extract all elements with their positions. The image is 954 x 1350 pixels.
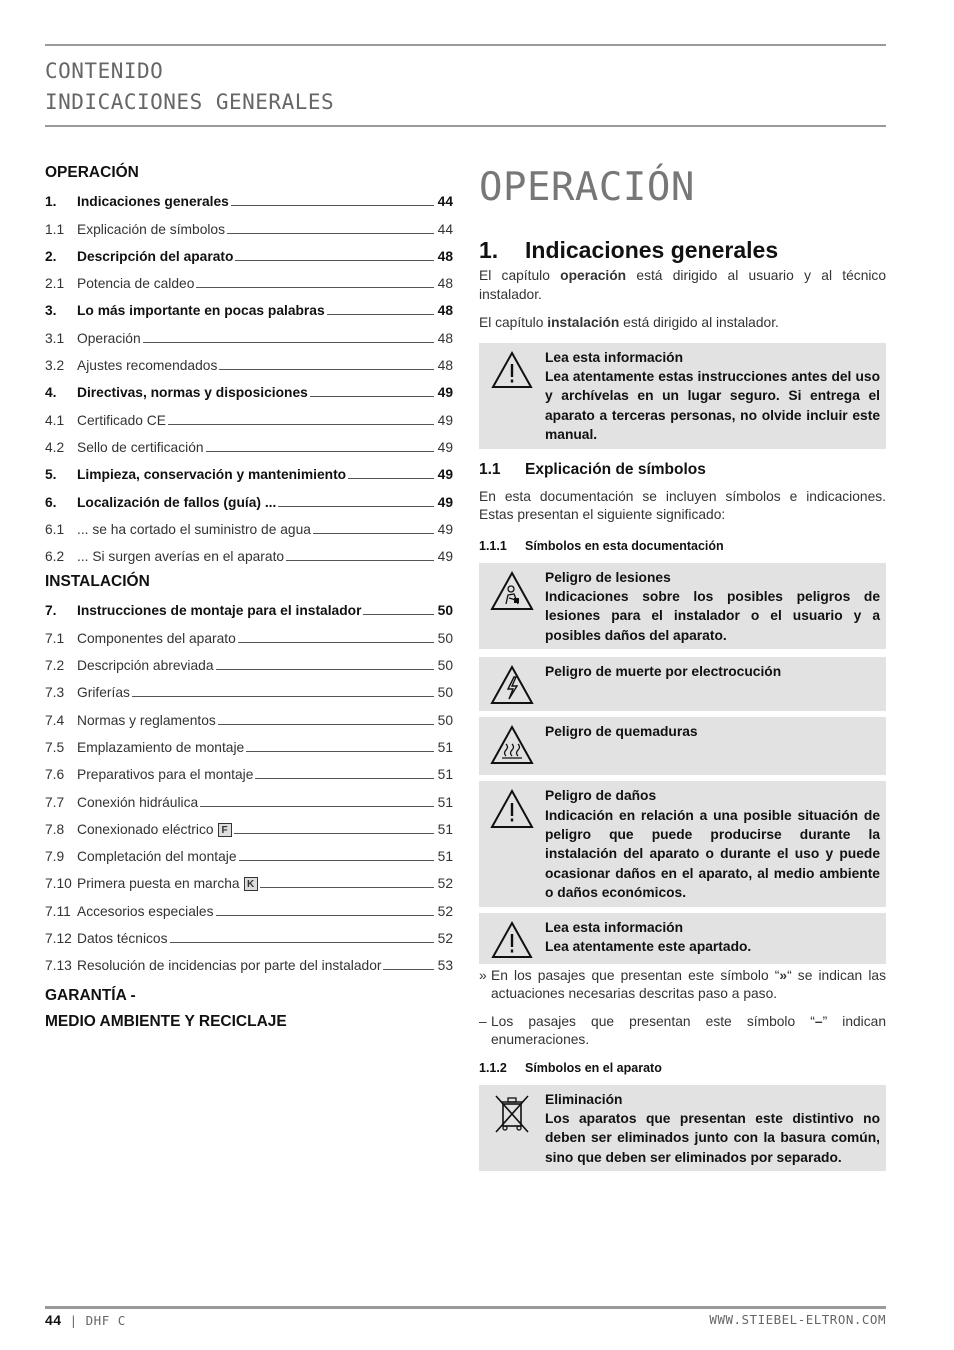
toc-entry-title-text: Sello de certificación <box>77 439 204 455</box>
toc-entry-number: 2.1 <box>45 276 65 292</box>
toc-entry-title-text: Primera puesta en marcha <box>77 876 240 892</box>
warning-triangle-icon <box>490 350 534 390</box>
toc-entry-page: 51 <box>437 794 453 810</box>
toc-leader-line <box>363 614 434 615</box>
list-text <box>491 967 886 1004</box>
toc-entry-title <box>77 603 361 618</box>
toc-entry-title <box>77 385 308 400</box>
toc-entry-number: 4. <box>45 385 57 401</box>
list-item-enumeration <box>479 1013 886 1050</box>
toc-leader-line <box>327 314 434 315</box>
toc-entry-title <box>77 358 217 373</box>
info-note-box <box>479 343 886 449</box>
toc-entry-title-text: Preparativos para el montaje <box>77 767 254 783</box>
symbol-box-disposal <box>479 1085 886 1172</box>
symbol-box-burns <box>479 717 886 775</box>
toc-entry <box>45 841 453 868</box>
toc-entry-title-text: ... se ha cortado el suministro de agua <box>77 521 311 537</box>
injury-hazard-icon <box>489 570 535 612</box>
toc-entry-page: 44 <box>437 221 453 237</box>
symbol-title: Peligro de lesiones <box>545 569 671 585</box>
toc-leader-line <box>216 669 434 670</box>
toc-instalacion-list <box>45 595 453 977</box>
section-heading-1-1 <box>479 459 886 481</box>
section-heading-1-1-1 <box>479 537 886 555</box>
toc-entry-title <box>77 549 284 564</box>
toc-entry <box>45 622 453 649</box>
note-text: Lea atentamente estas instrucciones antes del uso y archívelas en un lugar seguro. Si entrega el aparato a terceras personas, no olvide incluir este manual. <box>545 368 880 443</box>
toc-entry-title <box>77 522 311 537</box>
toc-entry-title <box>77 249 233 264</box>
text-bold: instalación <box>547 315 620 330</box>
toc-entry <box>45 295 453 322</box>
section-number: 1.1 <box>479 460 501 478</box>
toc-entry-number: 7.10 <box>45 876 72 892</box>
toc-entry-page: 51 <box>437 821 453 837</box>
info-note-box-2 <box>479 913 886 964</box>
toc-entry-number: 4.2 <box>45 439 65 455</box>
section-heading-1 <box>479 235 886 265</box>
toc-entry-number: 7.7 <box>45 794 65 810</box>
toc-entry-page: 49 <box>437 439 453 455</box>
toc-leader-line <box>255 778 434 779</box>
toc-entry-title <box>77 413 166 428</box>
toc-entry <box>45 350 453 377</box>
toc-entry-page: 49 <box>437 385 453 401</box>
toc-entry-title <box>77 958 381 973</box>
toc-entry-badge: K <box>244 877 258 891</box>
symbol-title: Peligro de muerte por electrocución <box>545 664 782 680</box>
toc-entry-title <box>77 822 232 837</box>
text-run: está dirigido al usuario y al técnico instalador. <box>479 268 887 302</box>
toc-leader-line <box>132 696 434 697</box>
toc-entry <box>45 923 453 950</box>
text-bold: – <box>814 1013 823 1029</box>
toc-entry-page: 50 <box>437 658 453 674</box>
toc-entry <box>45 241 453 268</box>
text-bold: operación <box>560 268 627 283</box>
toc-entry-number: 7.1 <box>45 630 65 646</box>
toc-entry-page: 48 <box>437 303 453 319</box>
toc-entry-title-text: Descripción del aparato <box>77 248 234 264</box>
note-title: Lea esta información <box>545 919 684 935</box>
section-title: Símbolos en esta documentación <box>525 538 724 553</box>
page-header <box>45 56 334 118</box>
toc-leader-line <box>235 260 434 261</box>
toc-entry-page: 50 <box>437 685 453 701</box>
toc-entry <box>45 541 453 568</box>
symbol-title: Eliminación <box>545 1091 623 1107</box>
toc-entry-page: 48 <box>437 330 453 346</box>
note-text: Lea atentamente este apartado. <box>545 939 752 954</box>
toc-leader-line <box>286 560 434 561</box>
toc-entry <box>45 486 453 513</box>
toc-entry <box>45 213 453 240</box>
footer-page-number: 44 <box>45 1312 62 1328</box>
toc-entry <box>45 814 453 841</box>
toc-entry-title-text: Certificado CE <box>77 412 166 428</box>
toc-entry-number: 7.12 <box>45 931 72 947</box>
hot-surface-icon <box>489 724 535 766</box>
section-title: Explicación de símbolos <box>525 460 706 478</box>
toc-entry-number: 5. <box>45 467 57 483</box>
list-text <box>491 1013 886 1050</box>
toc-entry-page: 49 <box>437 494 453 510</box>
section-number: 1. <box>479 237 499 263</box>
top-rule <box>45 44 886 46</box>
toc-leader-line <box>168 424 434 425</box>
toc-entry-title <box>77 713 216 728</box>
crossed-out-bin-icon <box>491 1092 533 1136</box>
toc-entry-number: 1.1 <box>45 221 65 237</box>
toc-leader-line <box>206 451 434 452</box>
toc-entry-page: 49 <box>437 521 453 537</box>
toc-entry-title-text: Directivas, normas y disposiciones <box>77 385 308 401</box>
toc-entry <box>45 322 453 349</box>
toc-entry-title-text: Emplazamiento de montaje <box>77 739 245 755</box>
symbol-title: Peligro de daños <box>545 788 657 804</box>
symbol-box-electrocution <box>479 657 886 711</box>
warning-triangle-icon <box>489 788 535 830</box>
toc-entry <box>45 895 453 922</box>
toc-entry-title <box>77 276 194 291</box>
toc-leader-line <box>196 287 434 288</box>
toc-leader-line <box>246 751 434 752</box>
toc-entry-title <box>77 849 237 864</box>
toc-entry-page: 51 <box>437 739 453 755</box>
toc-entry-page: 49 <box>437 549 453 565</box>
toc-entry-page: 44 <box>437 194 453 210</box>
toc-entry-number: 3.2 <box>45 358 65 374</box>
toc-entry-title-text: Componentes del aparato <box>77 630 236 646</box>
text-run: El capítulo <box>479 315 548 330</box>
header-bottom-rule <box>45 125 886 127</box>
header-line-2: INDICACIONES GENERALES <box>45 90 335 114</box>
toc-leader-line <box>310 396 434 397</box>
toc-entry-number: 7. <box>45 603 57 619</box>
toc-leader-line <box>231 205 434 206</box>
toc-leader-line <box>170 942 435 943</box>
toc-entry-title-text: Localización de fallos (guía) ... <box>77 494 277 510</box>
toc-leader-line <box>216 915 434 916</box>
toc-entry <box>45 759 453 786</box>
toc-operacion-list <box>45 186 453 568</box>
toc-entry <box>45 186 453 213</box>
toc-entry-title-text: Indicaciones generales <box>77 194 229 210</box>
toc-entry-page: 53 <box>437 958 453 974</box>
symbol-text: Indicaciones sobre los posibles peligros de lesiones para el instalador o el usuario y a posibles daños del aparato. <box>545 588 880 643</box>
toc-entry-page: 49 <box>437 467 453 483</box>
toc-entry-title-text: Conexionado eléctrico <box>77 821 214 837</box>
toc-entry <box>45 732 453 759</box>
toc-leader-line <box>239 860 434 861</box>
symbol-box-injury <box>479 563 886 650</box>
toc-entry-title-text: Operación <box>77 330 141 346</box>
footer-left <box>45 1312 126 1328</box>
toc-entry-page: 51 <box>437 767 453 783</box>
toc-entry-number: 7.8 <box>45 821 65 837</box>
toc-entry-title-text: Potencia de caldeo <box>77 276 195 292</box>
toc-entry-number: 7.11 <box>45 903 71 919</box>
toc-leader-line <box>260 887 434 888</box>
toc-entry <box>45 404 453 431</box>
toc-entry-title <box>77 795 198 810</box>
toc-leader-line <box>219 369 434 370</box>
toc-entry-title <box>77 685 130 700</box>
toc-entry-number: 7.4 <box>45 712 65 728</box>
toc-entry-number: 3. <box>45 303 57 319</box>
toc-entry-page: 50 <box>437 630 453 646</box>
toc-entry <box>45 377 453 404</box>
toc-leader-line <box>278 506 434 507</box>
toc-entry <box>45 459 453 486</box>
toc-entry-title <box>77 931 168 946</box>
warning-triangle-icon <box>489 920 535 960</box>
toc-entry-title-text: Accesorios especiales <box>77 903 214 919</box>
toc-leader-line <box>218 724 434 725</box>
toc-entry-title-text: Datos técnicos <box>77 931 168 947</box>
toc-entry <box>45 950 453 977</box>
text-run: Los pasajes que presentan este símbolo “ <box>491 1013 815 1029</box>
toc-entry-number: 7.3 <box>45 685 65 701</box>
toc-entry-title-text: Conexión hidráulica <box>77 794 199 810</box>
toc-entry-title <box>77 222 225 237</box>
toc-entry-number: 7.9 <box>45 849 65 865</box>
toc-garantia-line-1: GARANTÍA - <box>45 987 136 1005</box>
toc-entry-title <box>77 194 229 209</box>
toc-entry-title <box>77 767 253 782</box>
symbol-text: Indicación en relación a una posible situación de peligro que puede producirse durante la instalación del aparato o durante el uso y puede ocasionar daños en el aparato, al medio ambiente o daños económicos. <box>545 807 880 901</box>
toc-entry-number: 7.6 <box>45 767 65 783</box>
section-title: Indicaciones generales <box>525 237 779 263</box>
intro-paragraph-1 <box>479 267 886 304</box>
chapter-title: OPERACIÓN <box>479 165 695 210</box>
toc-entry <box>45 268 453 295</box>
toc-entry <box>45 595 453 622</box>
toc-entry-page: 52 <box>437 931 453 947</box>
text-run: ” indican enumeraciones. <box>491 1013 886 1048</box>
toc-entry-number: 6. <box>45 494 57 510</box>
toc-entry-title-text: Lo más importante en pocas palabras <box>77 303 325 319</box>
toc-entry-number: 7.5 <box>45 739 65 755</box>
toc-entry-title-text: Griferías <box>77 685 130 701</box>
toc-entry-title-text: Descripción abreviada <box>77 658 214 674</box>
symbol-box-damage <box>479 781 886 906</box>
toc-entry-title <box>77 495 276 510</box>
toc-section-instalacion: INSTALACIÓN <box>45 573 150 591</box>
toc-entry-title <box>77 631 236 646</box>
toc-entry-title <box>77 876 258 891</box>
toc-leader-line <box>238 642 434 643</box>
intro-paragraph-2 <box>479 314 886 333</box>
toc-leader-line <box>348 478 434 479</box>
toc-garantia-line-2: MEDIO AMBIENTE Y RECICLAJE <box>45 1013 287 1031</box>
toc-section-operacion: OPERACIÓN <box>45 164 139 181</box>
toc-entry-page: 49 <box>437 412 453 428</box>
list-marker: – <box>479 1013 487 1029</box>
toc-entry-page: 50 <box>437 603 453 619</box>
toc-leader-line <box>200 806 434 807</box>
footer-rule <box>45 1306 886 1309</box>
symbols-intro-paragraph: En esta documentación se incluyen símbolos e indicaciones. Estas presentan el siguiente significado: <box>479 488 886 523</box>
toc-entry <box>45 677 453 704</box>
toc-entry-title <box>77 303 325 318</box>
toc-entry-title-text: Instrucciones de montaje para el instalador <box>77 603 362 619</box>
toc-entry-title <box>77 440 204 455</box>
toc-entry-title-text: Ajustes recomendados <box>77 358 218 374</box>
toc-entry-title <box>77 740 244 755</box>
toc-entry-title <box>77 331 141 346</box>
footer-model: DHF C <box>85 1313 126 1328</box>
toc-entry <box>45 432 453 459</box>
toc-entry <box>45 704 453 731</box>
toc-entry-page: 52 <box>437 903 453 919</box>
section-number: 1.1.1 <box>479 538 507 553</box>
toc-leader-line <box>234 833 434 834</box>
header-line-1: CONTENIDO <box>45 59 164 83</box>
toc-entry <box>45 514 453 541</box>
toc-entry-number: 3.1 <box>45 330 65 346</box>
text-run: está dirigido al instalador. <box>619 315 779 330</box>
toc-entry-title-text: ... Si surgen averías en el aparato <box>77 549 285 565</box>
symbol-text: Los aparatos que presentan este distintivo no deben ser eliminados junto con la basura común, sino que deben ser eliminados por separado. <box>545 1111 880 1165</box>
toc-entry-title-text: Normas y reglamentos <box>77 712 216 728</box>
text-bold: » <box>779 967 788 983</box>
toc-leader-line <box>383 969 434 970</box>
toc-entry-page: 48 <box>437 276 453 292</box>
toc-entry-number: 6.2 <box>45 549 65 565</box>
section-heading-1-1-2 <box>479 1059 886 1077</box>
text-run: El capítulo <box>479 268 561 283</box>
section-title: Símbolos en el aparato <box>525 1060 662 1075</box>
toc-leader-line <box>227 233 434 234</box>
toc-entry-number: 1. <box>45 194 57 210</box>
toc-entry-title <box>77 467 346 482</box>
toc-entry-title-text: Resolución de incidencias por parte del instalador <box>77 958 382 974</box>
toc-entry-page: 52 <box>437 876 453 892</box>
toc-entry <box>45 868 453 895</box>
toc-entry-number: 6.1 <box>45 521 65 537</box>
toc-entry-title-text: Limpieza, conservación y mantenimiento <box>77 467 347 483</box>
toc-entry-number: 7.2 <box>45 658 65 674</box>
text-run: “ se indican las actuaciones necesarias descritas paso a paso. <box>491 967 886 1002</box>
toc-entry-badge: F <box>218 823 232 837</box>
electric-hazard-icon <box>489 664 535 706</box>
footer-url: WWW.STIEBEL-ELTRON.COM <box>709 1312 886 1327</box>
toc-entry-page: 48 <box>437 248 453 264</box>
text-run: En los pasajes que presentan este símbolo “ <box>491 967 780 983</box>
toc-entry-number: 2. <box>45 248 57 264</box>
toc-entry-title <box>77 658 214 673</box>
footer-separator: | <box>61 1313 86 1328</box>
list-marker: » <box>479 967 487 983</box>
toc-section-garantia <box>45 983 453 1035</box>
toc-entry-page: 50 <box>437 712 453 728</box>
toc-entry-title <box>77 904 214 919</box>
table-of-contents <box>45 160 453 1035</box>
section-number: 1.1.2 <box>479 1060 507 1075</box>
toc-entry-page: 51 <box>437 849 453 865</box>
toc-entry-page: 48 <box>437 358 453 374</box>
symbol-title: Peligro de quemaduras <box>545 724 698 740</box>
toc-entry-number: 4.1 <box>45 412 65 428</box>
toc-entry-title-text: Explicación de símbolos <box>77 221 226 237</box>
toc-entry-title-text: Completación del montaje <box>77 849 237 865</box>
toc-entry <box>45 650 453 677</box>
toc-entry-number: 7.13 <box>45 958 72 974</box>
toc-leader-line <box>143 342 434 343</box>
note-title: Lea esta información <box>545 349 684 365</box>
main-content <box>479 160 886 1171</box>
list-item-action <box>479 967 886 1004</box>
toc-leader-line <box>313 533 434 534</box>
toc-entry <box>45 786 453 813</box>
